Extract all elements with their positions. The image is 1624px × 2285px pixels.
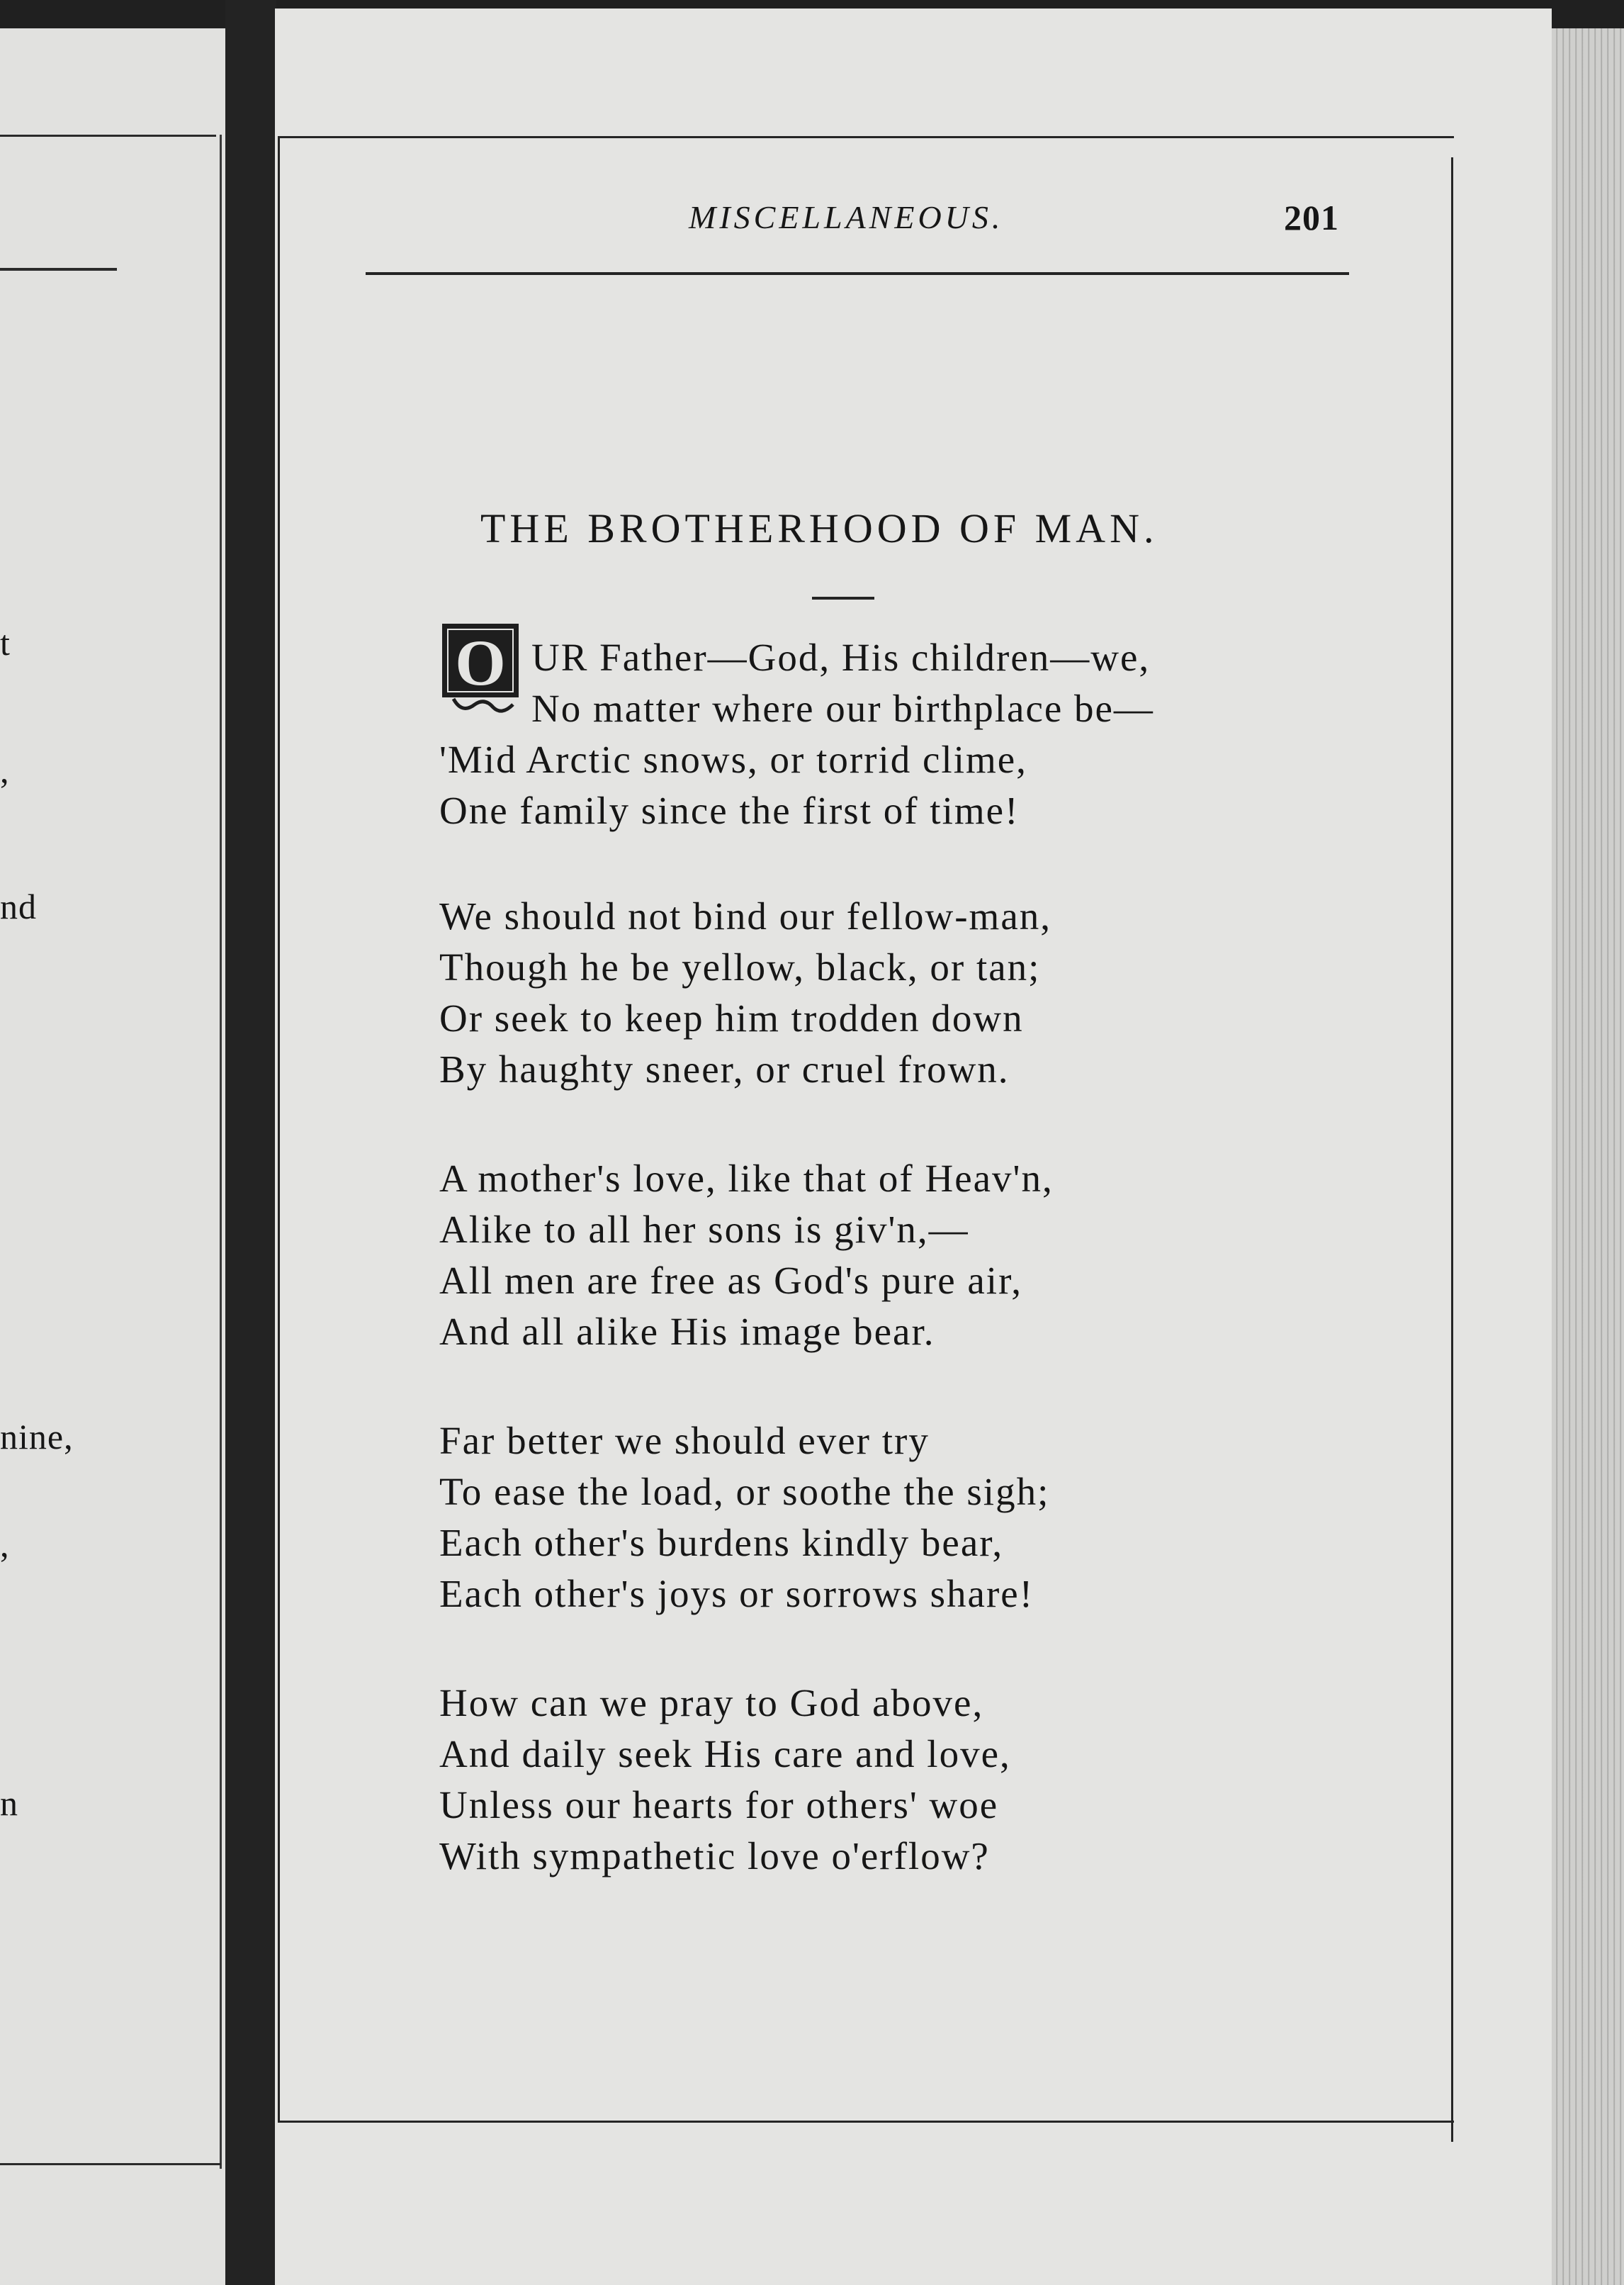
poem-line: Though he be yellow, black, or tan; bbox=[439, 945, 1041, 989]
poem-line: A mother's love, like that of Heav'n, bbox=[439, 1157, 1054, 1200]
poem-line: And all alike His image bear. bbox=[439, 1310, 935, 1353]
poem-line: To ease the load, or soothe the sigh; bbox=[439, 1470, 1050, 1513]
facing-page-fragment: , bbox=[0, 751, 10, 790]
title-divider bbox=[812, 597, 874, 600]
facing-page-fragment: , bbox=[0, 1525, 10, 1564]
poem-line: UR Father—God, His children—we, bbox=[531, 636, 1151, 679]
stanza-2 bbox=[439, 891, 1360, 1095]
page-number: 201 bbox=[1284, 198, 1339, 237]
poem-line: How can we pray to God above, bbox=[439, 1681, 984, 1724]
facing-page-frame-top bbox=[0, 135, 216, 137]
facing-page-frame-bottom bbox=[0, 2163, 221, 2165]
facing-page-fragment: n bbox=[0, 1783, 18, 1823]
stanza-5 bbox=[439, 1678, 1360, 1882]
book-page bbox=[275, 9, 1552, 2285]
facing-page-fragment: nd bbox=[0, 887, 37, 926]
poem-line: By haughty sneer, or cruel frown. bbox=[439, 1048, 1010, 1091]
page-frame-bottom bbox=[278, 2121, 1454, 2123]
stanza-3 bbox=[439, 1153, 1360, 1357]
poem-title: THE BROTHERHOOD OF MAN. bbox=[480, 505, 1158, 551]
poem-line: And daily seek His care and love, bbox=[439, 1732, 1011, 1775]
page-frame-left bbox=[278, 136, 280, 2121]
running-head-title: MISCELLANEOUS. bbox=[689, 199, 1004, 235]
stanza-1 bbox=[439, 632, 1360, 836]
poem-line: Unless our hearts for others' woe bbox=[439, 1783, 999, 1826]
page-frame-right bbox=[1451, 157, 1453, 2142]
facing-page-frame-right bbox=[220, 135, 222, 2169]
stanza-4 bbox=[439, 1415, 1360, 1619]
facing-page bbox=[0, 28, 225, 2285]
poem-line: Each other's burdens kindly bear, bbox=[439, 1521, 1004, 1564]
poem-line: Or seek to keep him trodden down bbox=[439, 996, 1024, 1040]
facing-page-head-rule bbox=[0, 268, 117, 271]
poem-line: Alike to all her sons is giv'n,— bbox=[439, 1208, 969, 1251]
initial-letter: O bbox=[455, 627, 506, 699]
poem-line: One family since the first of time! bbox=[439, 789, 1020, 832]
poem-line: All men are free as God's pure air, bbox=[439, 1259, 1022, 1302]
page-edges bbox=[1552, 28, 1624, 2285]
poem-line: With sympathetic love o'erflow? bbox=[439, 1834, 990, 1877]
facing-page-fragment: t bbox=[0, 623, 11, 663]
poem-line: Each other's joys or sorrows share! bbox=[439, 1572, 1034, 1615]
poem-line: 'Mid Arctic snows, or torrid clime, bbox=[439, 738, 1027, 781]
running-head bbox=[363, 193, 1426, 257]
poem-line: We should not bind our fellow-man, bbox=[439, 894, 1051, 938]
poem-line: Far better we should ever try bbox=[439, 1419, 930, 1462]
facing-page-fragment: nine, bbox=[0, 1417, 74, 1456]
book-gutter bbox=[225, 0, 276, 2285]
running-head-rule bbox=[366, 272, 1349, 275]
page-frame-top bbox=[278, 136, 1454, 138]
poem-line: No matter where our birthplace be— bbox=[531, 687, 1154, 730]
